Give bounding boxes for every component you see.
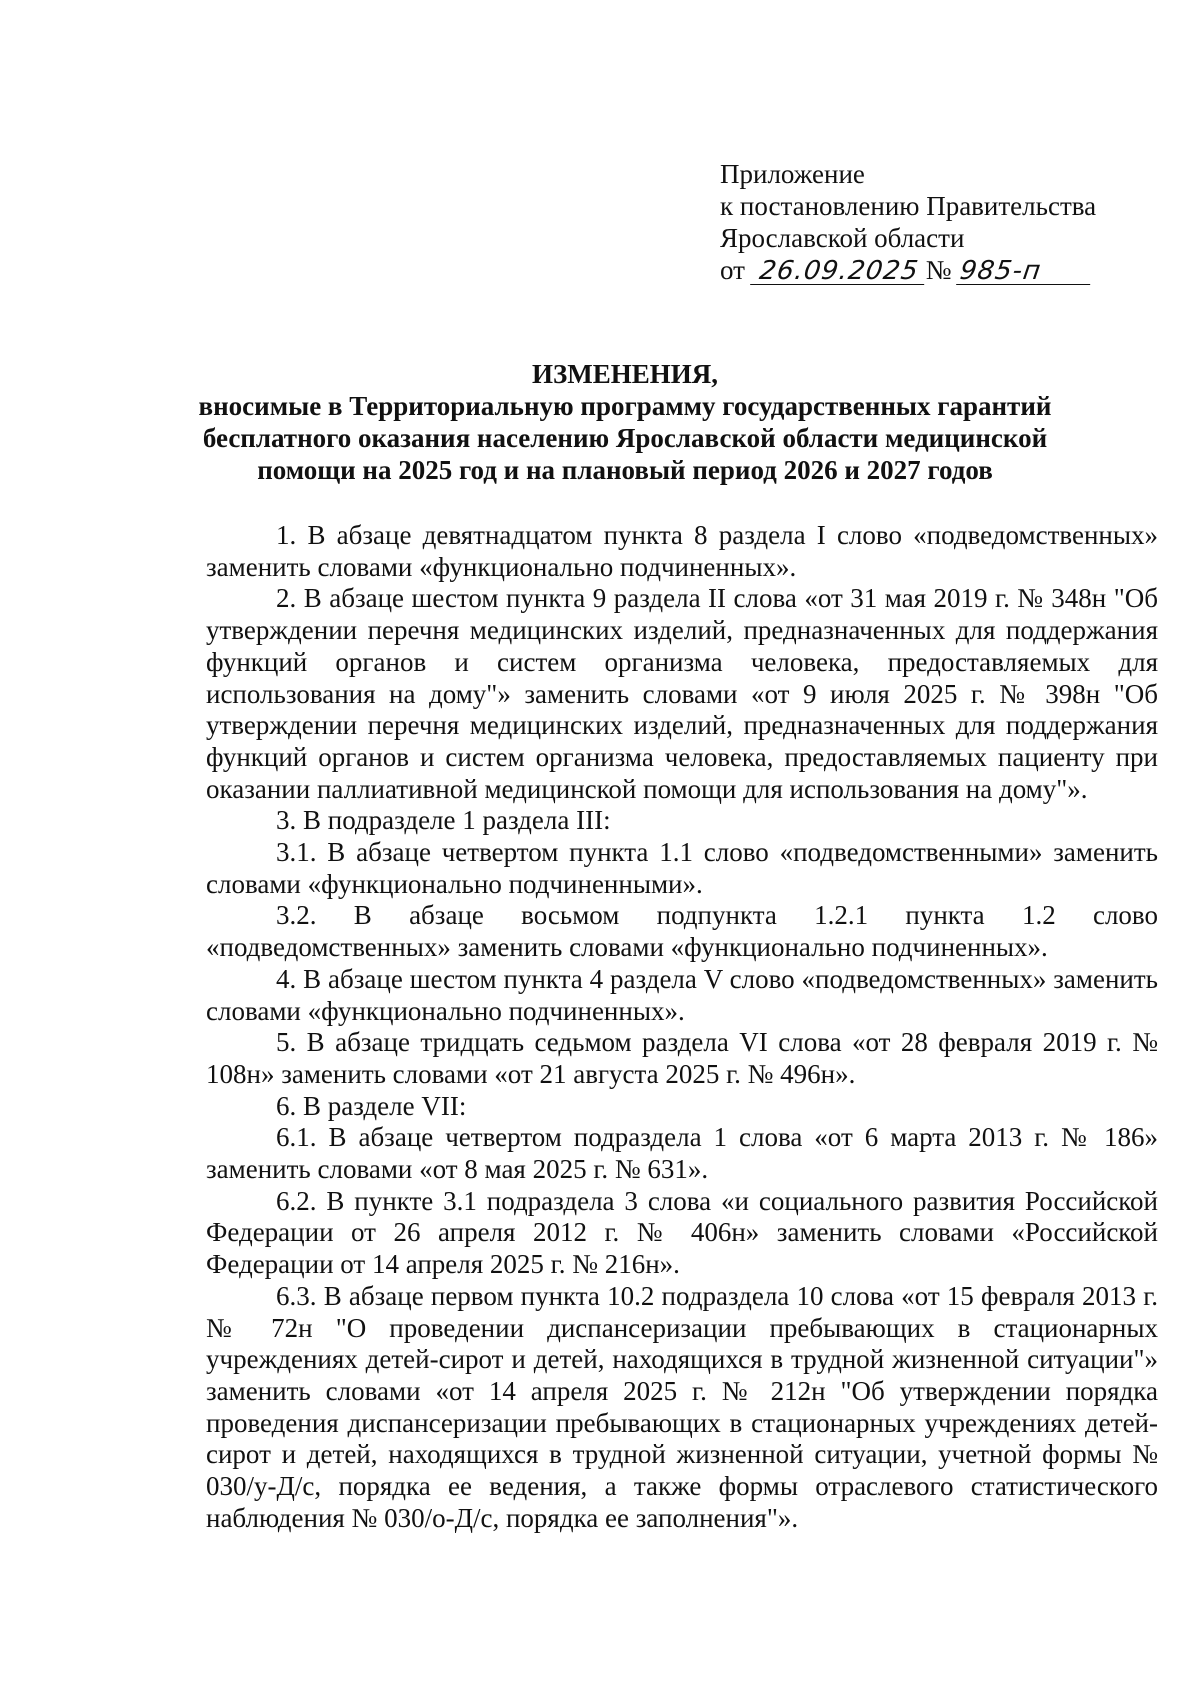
document-title: ИЗМЕНЕНИЯ, — [531, 359, 718, 389]
appendix-region-line: Ярославской области — [720, 223, 965, 253]
paragraph-2: 2. В абзаце шестом пункта 9 раздела II слова «от 31 мая 2019 г. № 348н "Об утверждении перечня медицинских изделий, предназначенных для поддержания функций органов и систем организма человека, предоставляемых для использования на дому"» заменить словами «от 9 июля 2025 г. № 398н "Об утверждении перечня медицинских изделий, предназначенных для поддержания функций органов и систем организма человека, предоставляемых пациенту при оказании паллиативной медицинской помощи для использования на дому"». — [206, 583, 1158, 804]
handwritten-date: 26.09.2025 — [750, 258, 928, 285]
appendix-resolution-line: к постановлению Правительства — [720, 191, 1097, 221]
paragraph-6-1: 6.1. В абзаце четвертом подраздела 1 слова «от 6 марта 2013 г. № 186» заменить словами «от 8 мая 2025 г. № 631». — [206, 1122, 1158, 1185]
paragraph-3: 3. В подразделе 1 раздела III: — [276, 805, 611, 836]
paragraph-5: 5. В абзаце тридцать седьмом раздела VI слова «от 28 февраля 2019 г. № 108н» заменить словами «от 21 августа 2025 г. № 496н». — [206, 1027, 1158, 1089]
paragraph-6-2: 6.2. В пункте 3.1 подраздела 3 слова «и социального развития Российской Федерации от 26 апреля 2012 г. № 406н» заменить словами «Российской Федерации от 14 апреля 2025 г. № 216н». — [206, 1185, 1158, 1280]
number-label: № — [925, 255, 952, 285]
appendix-date-number-line — [720, 254, 1160, 286]
document-subtitle: вносимые в Территориальную программу государственных гарантий бесплатного оказания населению Ярославской области медицинской помощи на 2025 год и на плановый период 2026 и 2027 годов — [198, 391, 1052, 485]
paragraph-3-2: 3.2. В абзаце восьмом подпункта 1.2.1 пункта 1.2 слово «подведомственных» заменить словами «функционально подчиненных». — [206, 900, 1158, 963]
handwritten-number: 985-п — [956, 258, 1094, 285]
appendix-label: Приложение — [720, 159, 865, 189]
appendix-block — [720, 158, 1160, 286]
paragraph-6: 6. В разделе VII: — [276, 1090, 467, 1121]
date-prefix: от — [720, 255, 745, 285]
paragraph-6-3: 6.3. В абзаце первом пункта 10.2 подраздела 10 слова «от 15 февраля 2013 г. № 72н "О проведении диспансеризации пребывающих в стационарных учреждениях детей-сирот и детей, находящихся в трудной жизненной ситуации"» заменить словами «от 14 апреля 2025 г. № 212н "Об утверждении порядка проведения диспансеризации пребывающих в стационарных учреждениях детей-сирот и детей, находящихся в трудной жизненной ситуации, учетной формы № 030/у-Д/с, порядка ее ведения, а также формы отраслевого статистического наблюдения № 030/о-Д/с, порядка ее заполнения"». — [206, 1280, 1158, 1533]
document-heading — [190, 358, 1060, 486]
document-body — [206, 520, 1158, 1535]
paragraph-4: 4. В абзаце шестом пункта 4 раздела V слово «подведомственных» заменить словами «функционально подчиненных». — [206, 963, 1158, 1026]
paragraph-3-1: 3.1. В абзаце четвертом пункта 1.1 слово «подведомственными» заменить словами «функционально подчиненными». — [206, 837, 1158, 899]
paragraph-1: 1. В абзаце девятнадцатом пункта 8 раздела I слово «подведомственных» заменить словами «функционально подчиненных». — [206, 520, 1158, 582]
